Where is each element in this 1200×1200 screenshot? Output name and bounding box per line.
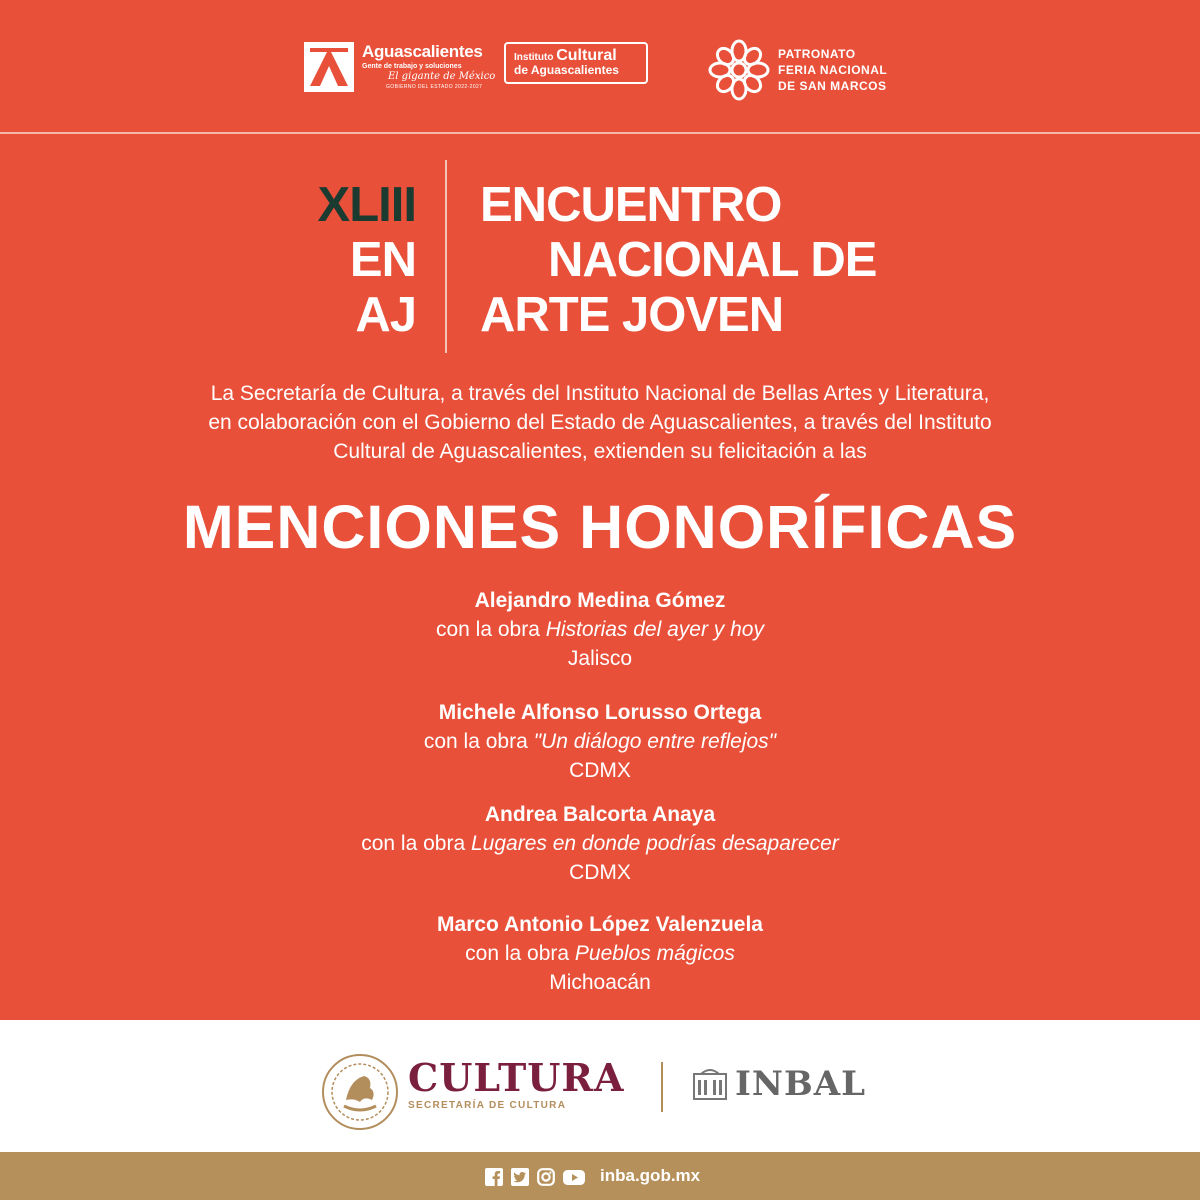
mention-name: Andrea Balcorta Anaya	[484, 803, 716, 826]
acronym-line: XLIII	[317, 178, 416, 232]
mention-place: Jalisco	[567, 647, 633, 670]
mention-work: Historias del ayer y hoy	[545, 618, 764, 641]
mention-work: Lugares en donde podrías desaparecer	[470, 832, 839, 855]
instituto-place: de Aguascalientes	[514, 63, 619, 77]
mention-prefix: con la obra	[465, 942, 575, 965]
aguascalientes-name: Aguascalientes	[362, 42, 483, 61]
footer-divider	[661, 1062, 663, 1112]
instituto-label: Instituto	[514, 52, 554, 63]
patronato-line: PATRONATO	[778, 47, 856, 61]
mention-work-line	[0, 829, 1200, 858]
intro-paragraph	[60, 379, 1140, 466]
mention-item	[0, 586, 1200, 673]
mention-place: Michoacán	[549, 971, 651, 994]
acronym-line: AJ	[355, 288, 416, 342]
mention-place: CDMX	[569, 861, 631, 884]
national-seal-icon	[320, 1052, 400, 1132]
intro-line: Cultural de Aguascalientes, extienden su felicitación a las	[333, 440, 867, 463]
event-title-line: ENCUENTRO	[480, 178, 782, 232]
mention-name: Marco Antonio López Valenzuela	[437, 913, 763, 936]
twitter-icon[interactable]	[511, 1168, 529, 1186]
mention-name: Michele Alfonso Lorusso Ortega	[438, 701, 762, 724]
event-title	[480, 178, 876, 343]
honors-title: MENCIONES HONORÍFICAS	[182, 493, 1018, 561]
instituto-cultural-logo	[504, 42, 648, 84]
event-title-line: NACIONAL DE	[548, 233, 877, 287]
patronato-line: DE SAN MARCOS	[778, 79, 887, 93]
youtube-icon[interactable]	[563, 1168, 585, 1186]
event-acronym	[272, 178, 416, 343]
cultural-label: Cultural	[556, 47, 617, 64]
intro-line: en colaboración con el Gobierno del Estado de Aguascalientes, a través del Instituto	[208, 411, 992, 434]
mention-work: "Un diálogo entre reflejos"	[533, 730, 777, 753]
mention-item	[0, 698, 1200, 785]
facebook-icon[interactable]	[485, 1168, 503, 1186]
mention-place: CDMX	[569, 759, 631, 782]
patronato-line: FERIA NACIONAL	[778, 63, 888, 77]
website-link[interactable]: inba.gob.mx	[600, 1166, 701, 1185]
title-divider	[445, 160, 447, 353]
acronym-line: EN	[349, 233, 416, 287]
header-divider	[0, 132, 1200, 134]
mention-prefix: con la obra	[423, 730, 534, 753]
instagram-icon[interactable]	[537, 1168, 555, 1186]
flower-icon	[708, 39, 770, 101]
cultura-logo	[408, 1055, 624, 1111]
inbal-wordmark: INBAL	[735, 1064, 867, 1104]
mention-item	[0, 910, 1200, 997]
mention-work: Pueblos mágicos	[574, 942, 735, 965]
aguascalientes-tagline: Gente de trabajo y soluciones	[362, 63, 462, 70]
mention-work-line	[0, 939, 1200, 968]
intro-line: La Secretaría de Cultura, a través del Instituto Nacional de Bellas Artes y Literatura,	[210, 382, 990, 405]
palacio-bellas-artes-icon	[693, 1068, 727, 1100]
mention-name: Alejandro Medina Gómez	[474, 589, 726, 612]
mention-item	[0, 800, 1200, 887]
event-title-line: ARTE JOVEN	[480, 288, 784, 342]
mention-work-line	[0, 615, 1200, 644]
mention-prefix: con la obra	[361, 832, 471, 855]
mention-prefix: con la obra	[435, 618, 546, 641]
mention-work-line	[0, 727, 1200, 756]
aguascalientes-slogan: El gigante de México	[388, 71, 496, 82]
aguascalientes-mark-icon	[304, 42, 354, 92]
cultura-wordmark: CULTURA	[408, 1055, 625, 1100]
cultura-subtitle: SECRETARÍA DE CULTURA	[408, 1100, 567, 1111]
aguascalientes-government: GOBIERNO DEL ESTADO 2022-2027	[386, 84, 483, 90]
header-logos	[0, 0, 1200, 133]
